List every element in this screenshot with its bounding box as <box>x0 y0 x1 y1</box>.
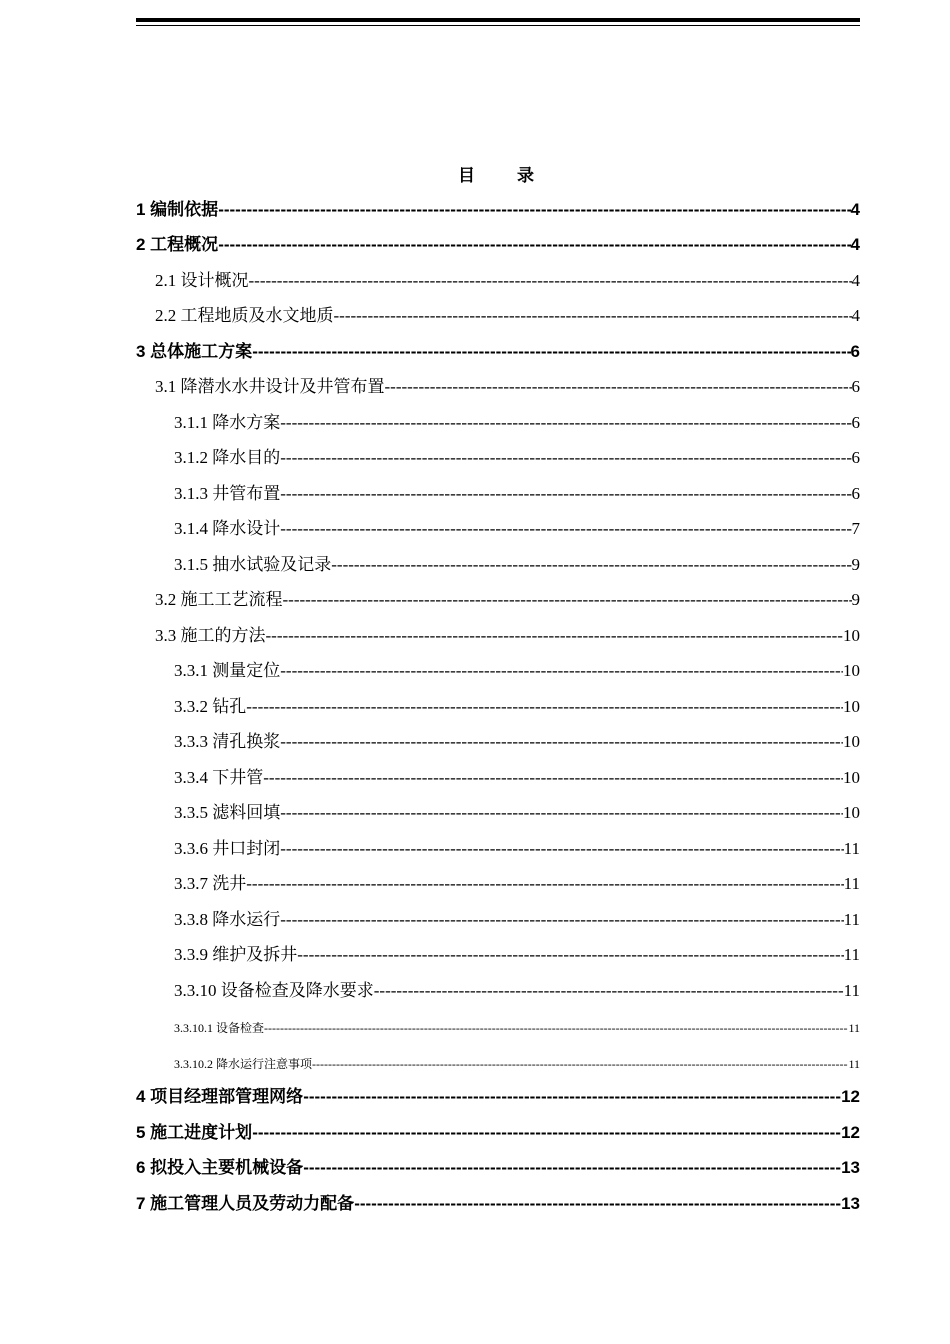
toc-page-number: 4 <box>851 270 860 290</box>
toc-page-number: 12 <box>841 1087 860 1106</box>
toc-entry-label: 7 施工管理人员及劳动力配备 <box>136 1193 355 1213</box>
toc-dot-leader <box>354 1194 841 1214</box>
toc-dot-leader <box>263 768 843 788</box>
toc-entry[interactable] <box>136 829 860 865</box>
toc-entry-label: 3.3.10 设备检查及降水要求 <box>174 980 374 1000</box>
toc-page-number: 7 <box>851 519 860 538</box>
toc-dot-leader <box>385 377 852 397</box>
toc-dot-leader <box>312 1057 848 1072</box>
toc-entry[interactable] <box>136 226 860 262</box>
toc-entry-label: 2.2 工程地质及水文地质 <box>155 306 334 325</box>
toc-dot-leader <box>283 590 852 610</box>
toc-entry[interactable] <box>136 261 860 297</box>
toc-page-number: 4 <box>850 199 860 219</box>
toc-entry-label: 3.3.10.1 设备检查 <box>174 1021 265 1035</box>
toc-page-number: 6 <box>851 483 860 503</box>
toc-dot-leader <box>374 981 844 1001</box>
toc-dot-leader <box>218 200 850 220</box>
toc-entry-label: 3.3.8 降水运行 <box>174 909 281 929</box>
toc-entry[interactable] <box>136 190 860 226</box>
toc-page-number: 11 <box>843 838 860 858</box>
toc-entry-label: 3 总体施工方案 <box>136 341 253 361</box>
toc-page-number: 10 <box>843 625 860 645</box>
toc-entry-label: 3.1.5 抽水试验及记录 <box>174 554 332 574</box>
toc-page-number: 6 <box>851 448 860 467</box>
toc-title: 目 录 <box>458 166 552 186</box>
toc-dot-leader <box>303 1158 841 1178</box>
toc-page-number: 10 <box>843 661 860 680</box>
table-of-contents <box>136 190 860 1220</box>
toc-entry[interactable] <box>136 368 860 404</box>
toc-page-number: 9 <box>851 590 860 609</box>
toc-entry[interactable] <box>136 403 860 439</box>
toc-dot-leader <box>334 306 852 326</box>
toc-entry-label: 3.3.3 清孔换浆 <box>174 732 281 751</box>
toc-entry-label: 3.3.4 下井管 <box>174 767 264 787</box>
toc-page-number: 10 <box>843 696 860 716</box>
toc-entry[interactable] <box>136 687 860 723</box>
toc-dot-leader <box>280 413 851 433</box>
toc-entry[interactable] <box>136 1184 860 1220</box>
toc-entry[interactable] <box>136 758 860 794</box>
toc-entry[interactable] <box>136 794 860 830</box>
toc-entry[interactable] <box>136 439 860 475</box>
toc-page-number: 11 <box>843 874 860 893</box>
toc-entry-label: 5 施工进度计划 <box>136 1122 253 1142</box>
toc-dot-leader <box>264 1021 848 1036</box>
toc-dot-leader <box>280 448 851 468</box>
toc-entry-label: 3.3 施工的方法 <box>155 625 266 645</box>
toc-page-number: 11 <box>843 909 860 929</box>
toc-entry-label: 1 编制依据 <box>136 199 219 219</box>
toc-entry[interactable] <box>136 510 860 546</box>
toc-dot-leader <box>280 839 843 859</box>
toc-entry[interactable] <box>136 474 860 510</box>
toc-page-number: 6 <box>851 412 860 432</box>
toc-entry-label: 3.3.9 维护及拆井 <box>174 945 298 964</box>
toc-entry[interactable] <box>136 652 860 688</box>
toc-entry-label: 3.1.2 降水目的 <box>174 448 281 467</box>
toc-page-number: 10 <box>843 767 860 787</box>
toc-entry[interactable] <box>136 723 860 759</box>
toc-entry-label: 2.1 设计概况 <box>155 270 249 290</box>
toc-dot-leader <box>280 732 843 752</box>
toc-page-number: 4 <box>851 306 860 325</box>
toc-dot-leader <box>246 874 843 894</box>
toc-page-number: 11 <box>848 1021 860 1035</box>
toc-entry-label: 3.3.1 测量定位 <box>174 661 281 680</box>
toc-page-number: 13 <box>841 1158 860 1177</box>
toc-dot-leader <box>249 271 852 291</box>
toc-entry[interactable] <box>136 545 860 581</box>
toc-entry-label: 3.3.6 井口封闭 <box>174 838 281 858</box>
toc-page-number: 11 <box>843 980 860 1000</box>
toc-entry-label: 3.3.10.2 降水运行注意事项 <box>174 1056 313 1071</box>
toc-entry-label: 3.3.7 洗井 <box>174 874 247 893</box>
toc-dot-leader <box>280 910 843 930</box>
toc-entry-label: 2 工程概况 <box>136 235 219 254</box>
header-rule-thin <box>136 25 860 26</box>
toc-entry[interactable] <box>136 936 860 972</box>
toc-page-number: 13 <box>841 1193 860 1213</box>
toc-entry[interactable] <box>136 900 860 936</box>
toc-page-number: 10 <box>843 732 860 751</box>
toc-entry-label: 3.3.5 滤料回填 <box>174 803 281 822</box>
toc-dot-leader <box>297 945 843 965</box>
toc-entry[interactable] <box>136 865 860 901</box>
toc-page-number: 9 <box>851 554 860 574</box>
toc-page-number: 12 <box>841 1122 860 1142</box>
toc-dot-leader <box>218 235 850 255</box>
toc-entry-label: 4 项目经理部管理网络 <box>136 1087 304 1106</box>
toc-page-number: 11 <box>848 1056 860 1071</box>
toc-entry[interactable] <box>136 616 860 652</box>
toc-dot-leader <box>280 803 843 823</box>
toc-dot-leader <box>252 1123 841 1143</box>
toc-page-number: 4 <box>850 235 860 254</box>
toc-entry[interactable] <box>136 332 860 368</box>
toc-dot-leader <box>252 342 850 362</box>
toc-dot-leader <box>246 697 843 717</box>
toc-entry[interactable] <box>136 1042 860 1078</box>
toc-entry-label: 6 拟投入主要机械设备 <box>136 1158 304 1177</box>
toc-dot-leader <box>331 555 851 575</box>
toc-entry[interactable] <box>136 1113 860 1149</box>
toc-entry[interactable] <box>136 1078 860 1114</box>
toc-page-number: 6 <box>850 341 860 361</box>
toc-entry[interactable] <box>136 297 860 333</box>
toc-page-number: 11 <box>843 945 860 964</box>
toc-page-number: 6 <box>851 377 860 396</box>
toc-entry-label: 3.1 降潜水水井设计及井管布置 <box>155 377 385 396</box>
toc-dot-leader <box>266 626 844 646</box>
toc-dot-leader <box>303 1087 841 1107</box>
toc-entry-label: 3.1.4 降水设计 <box>174 519 281 538</box>
toc-dot-leader <box>280 519 851 539</box>
toc-entry-label: 3.3.2 钻孔 <box>174 696 247 716</box>
header-rule-thick <box>136 18 860 22</box>
toc-entry[interactable] <box>136 1149 860 1185</box>
toc-entry-label: 3.2 施工工艺流程 <box>155 590 283 609</box>
toc-entry[interactable] <box>136 1007 860 1043</box>
toc-entry[interactable] <box>136 581 860 617</box>
toc-page-number: 10 <box>843 803 860 822</box>
toc-entry-label: 3.1.1 降水方案 <box>174 412 281 432</box>
toc-dot-leader <box>280 661 843 681</box>
toc-entry-label: 3.1.3 井管布置 <box>174 483 281 503</box>
toc-entry[interactable] <box>136 971 860 1007</box>
toc-dot-leader <box>280 484 851 504</box>
